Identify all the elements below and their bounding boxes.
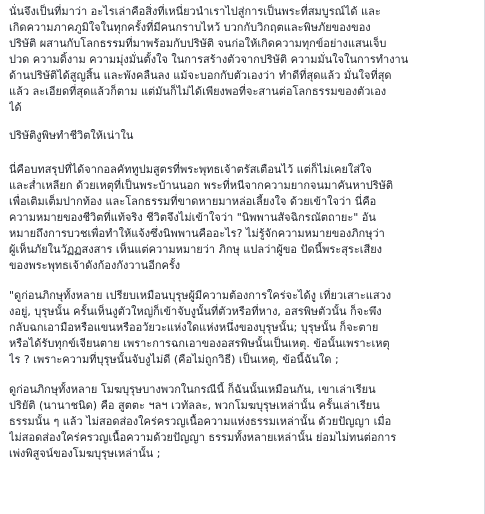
- article-content: [9, 4, 477, 510]
- text-line: นี่คือบทสรุปที่ได้จากอลคัททูปมสูตรที่พระพุทธเจ้าตรัสเตือนไว้ แต่ก็ไม่เคยใส่ใจ: [9, 163, 372, 176]
- text-line: ได้: [9, 101, 22, 114]
- text-line: ของพระพุทธเจ้าดังก้องกังวานอีกครั้ง: [9, 259, 181, 272]
- text-line: "ดูก่อนภิกษุทั้งหลาย เปรียบเหมือนบุรุษผู้มีความต้องการใคร่จะได้งู เที่ยวเสาะแสวง: [9, 289, 392, 302]
- paragraph-summary: [9, 162, 477, 274]
- text-line: ปวด ความดิ้งาม ความมุ่งมั่นตั้งใจ ในการสร้างตัวจากปริษัติ ความมั่นใจในการทำงาน: [9, 53, 409, 66]
- text-line: ธรรมนั้น ๆ แล้ว ไม่สอดส่องใคร่ครวญเนื้อความแห่งธรรมเหล่านั้น ด้วยปัญญา เมื่อ: [9, 415, 392, 428]
- text-line: ไร ? เพราะความที่บุรุษนั้นจับงูไม่ดี (คือไม่ถูกวิธี) เป็นเหตุ, ข้อนี้ฉันใด ;: [9, 353, 339, 366]
- text-line: งอยู่, บุรุษนั้น ครั้นเห็นงูตัวใหญ่ก็เข้าจับงูนั้นที่ตัวหรือที่หาง, อสรพิษตัวนั้น ก็จะพึง: [9, 305, 382, 318]
- paragraph-quote-1: [9, 288, 477, 368]
- text-line: ด้านปริษัติได้สูญสิ้น และพังคลืนลง แม้จะบอกกับตัวเองว่า ทำดีที่สุดแล้ว มั่นใจที่สุด: [9, 69, 392, 82]
- text-line: ปริษัติ ผสานกับโลกธรรมที่มาพร้อมกับปริษัติ จนก่อให้เกิดความทุกข์อย่างแสนเจ็บ: [9, 37, 387, 50]
- text-line: หรือได้รับทุกข์เจียนตาย เพราะการฉกเอาของอสรพิษนั้นเป็นเหตุ. ข้อนั้นเพราะเหตุ: [9, 337, 390, 350]
- paragraph-quote-2: [9, 382, 477, 462]
- text-line: ไม่สอดส่องใคร่ครวญเนื้อความด้วยปัญญา ธรรมทั้งหลายเหล่านั้น ย่อมไม่ทนต่อการ: [9, 431, 397, 444]
- paragraph-heading: [9, 128, 477, 144]
- text-line: ปริยัติ (นานาชนิด) คือ สูตตะ ฯลฯ เวทัลละ, พวกโมฆบุรุษเหล่านั้น ครั้นเล่าเรียน: [9, 399, 380, 412]
- text-line: เพ่งพิสูจน์ของโมฆบุรุษเหล่านั้น ;: [9, 447, 161, 460]
- paragraph-intro: [9, 4, 477, 116]
- text-line: ความหมายของชีวิตที่แท้จริง ชีวิตจึงไม่เข้าใจว่า "นิพพานสัจฉิกรณัตถายะ" อัน: [9, 211, 376, 224]
- text-line: กลับฉกเอามือหรือแขนหรืออวัยวะแห่งใดแห่งหนึ่งของบุรุษนั้น; บุรุษนั้น ก็จะตาย: [9, 321, 379, 334]
- text-line: ดูก่อนภิกษุทั้งหลาย โมฆบุรุษบางพวกในกรณีนี้ ก็ฉันนั้นเหมือนกัน, เขาเล่าเรียน: [9, 383, 376, 396]
- text-line: ผู้เห็นภัยในวัฏฏสงสาร เห็นแต่ความหมายว่า ภิกษุ แปลว่าผู้ขอ ปัดนี้พระสุระเสียง: [9, 243, 383, 256]
- text-line: เพื่อเติมเต็มปากท้อง และโลกธรรมที่ขาดหายมาหล่อเลี้ยงใจ ด้วยเข้าใจว่า นี่คือ: [9, 195, 377, 208]
- text-line: แล้ว ละเอียดที่สุดแล้วก็ตาม แต่มันก็ไม่ได้เพียงพอที่จะสานต่อโลกธรรมของตัวเอง: [9, 85, 387, 98]
- text-line: หมายถึงการบวชเพื่อทำให้แจ้งซึ่งนิพพานคืออะไร? ไม่รู้จักความหมายของภิกษุว่า: [9, 227, 385, 240]
- text-line: นั่นจึงเป็นที่มาว่า อะไรเล่าคือสิ่งที่เหนี่ยวนำเราไปสู่การเป็นพระที่สมบูรณ์ได้ และ: [9, 5, 381, 18]
- text-line: เกิดความภาคภูมิใจในทุกครั้งที่มีคนกราบไหว้ บวกกับวิกฤตและพิษภัยของของ: [9, 21, 371, 34]
- text-line: และส่ำเหลียก ด้วยเหตุที่เป็นพระบ้านนอก พระที่หนีจากความยากจนมาคันหาปริษัติ: [9, 179, 394, 192]
- text-line: ปริษัติงูพิษทำชีวิตให้เน่าใน: [9, 129, 134, 142]
